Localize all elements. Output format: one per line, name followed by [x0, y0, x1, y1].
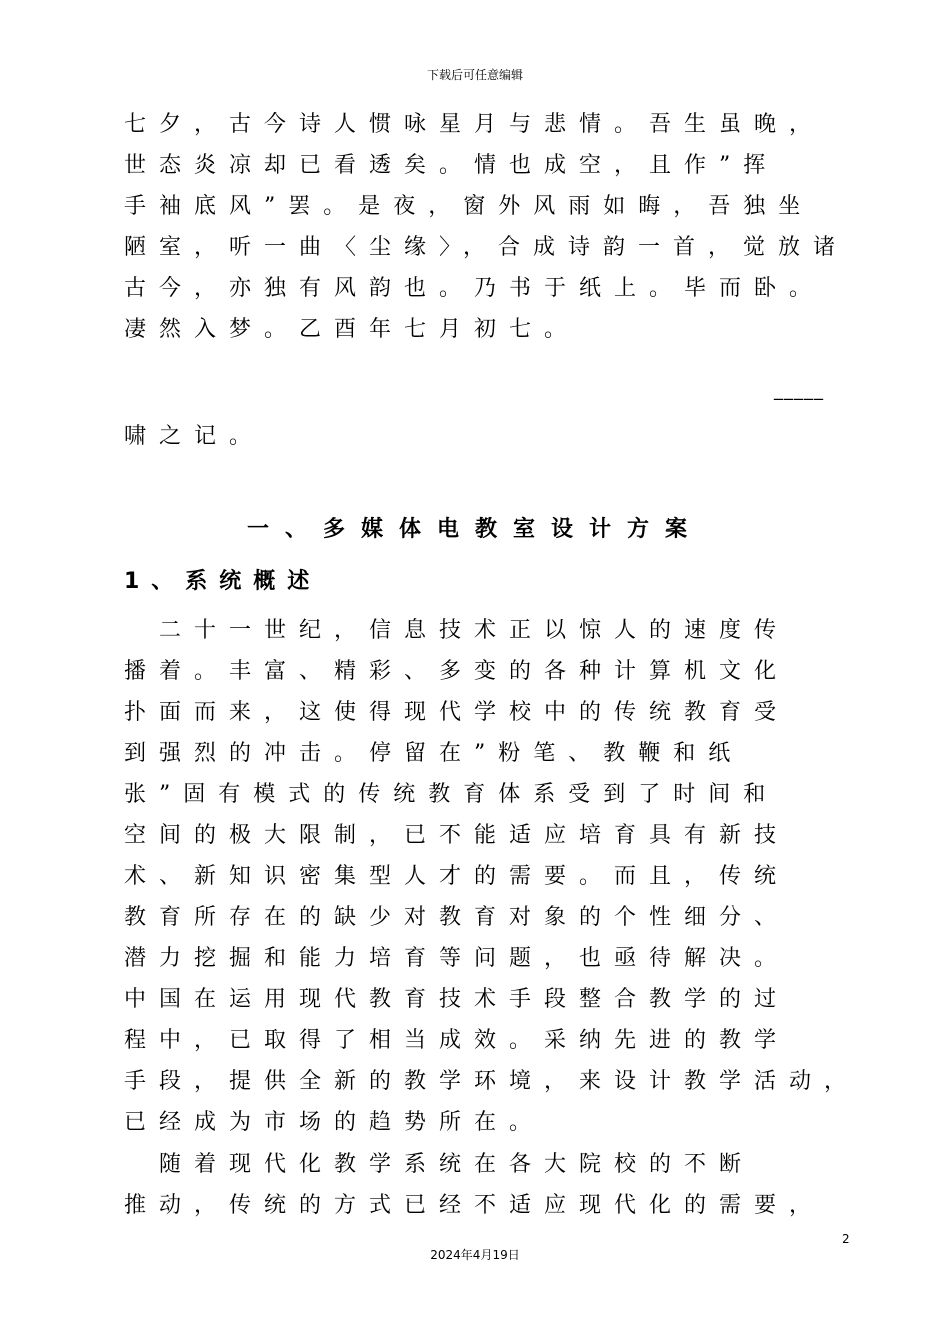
paragraph-line: 到强烈的冲击。停留在”粉笔、教鞭和纸: [124, 741, 744, 766]
preface-line: 古今，亦独有风韵也。乃书于纸上。毕而卧。: [124, 276, 825, 301]
paragraph-line: 二十一世纪，信息技术正以惊人的速度传: [124, 618, 790, 643]
paragraph-line: 张”固有模式的传统教育体系受到了时间和: [124, 782, 779, 807]
paragraph-line: 中国在运用现代教育技术手段整合教学的过: [124, 987, 790, 1012]
paragraph-line: 已经成为市场的趋势所在。: [124, 1110, 545, 1135]
paragraph-line: 空间的极大限制，已不能适应培育具有新技: [124, 823, 790, 848]
page-number: 2: [842, 1232, 850, 1246]
paragraph-line: 扑面而来，这使得现代学校中的传统教育受: [124, 700, 790, 725]
page-header: 下载后可任意编辑: [426, 68, 523, 82]
paragraph-line: 手段，提供全新的教学环境，来设计教学活动，: [124, 1069, 860, 1094]
paragraph-line: 程中，已取得了相当成效。采纳先进的教学: [124, 1028, 790, 1053]
preface-line: 手袖底风”罢。是夜，窗外风雨如晦，吾独坐: [124, 194, 814, 219]
paragraph-line: 随着现代化教学系统在各大院校的不断: [124, 1152, 755, 1177]
preface-line: 凄然入梦。乙酉年七月初七。: [124, 317, 580, 342]
paragraph-line: 播着。丰富、精彩、多变的各种计算机文化: [124, 659, 790, 684]
paragraph-line: 潜力挖掘和能力培育等问题，也亟待解决。: [124, 946, 790, 971]
preface-line: 陋室，听一曲〈尘缘〉，合成诗韵一首，觉放诸: [124, 235, 849, 260]
preface-line: 世态炎凉却已看透矣。情也成空，且作”挥: [124, 153, 779, 178]
section-subtitle: 1、系统概述: [124, 569, 322, 594]
section-title: 一、多媒体电教室设计方案: [246, 517, 703, 542]
paragraph-line: 教育所存在的缺少对教育对象的个性细分、: [124, 905, 790, 930]
page-footer-date: 2024年4月19日: [430, 1248, 520, 1262]
paragraph-line: 推动，传统的方式已经不适应现代化的需要，: [124, 1193, 825, 1218]
signature-dash: _____: [774, 380, 824, 401]
signature: 啸之记。: [124, 424, 265, 449]
paragraph-line: 术、新知识密集型人才的需要。而且，传统: [124, 864, 790, 889]
preface-line: 七夕，古今诗人惯咏星月与悲情。吾生虽晚，: [124, 112, 825, 137]
